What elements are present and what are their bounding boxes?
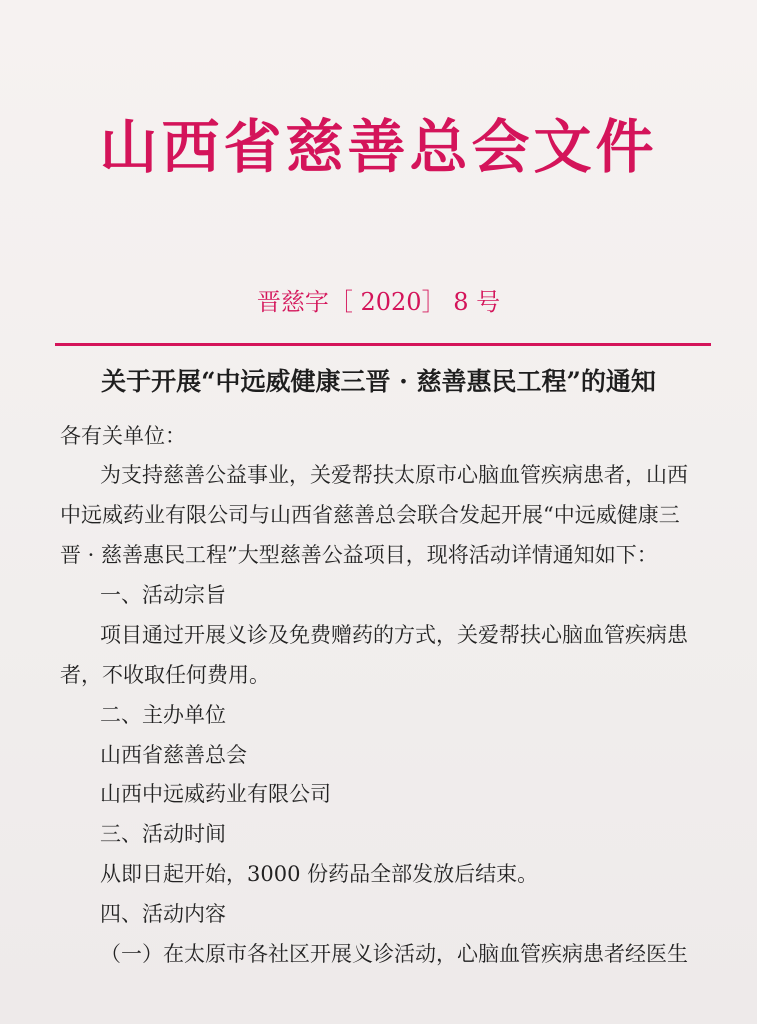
red-divider-line xyxy=(55,343,711,346)
paragraph-line: （一）在太原市各社区开展义诊活动，心脑血管疾病患者经医生 xyxy=(100,942,688,966)
document-header-title: 山西省慈善总会文件 xyxy=(99,113,658,181)
section-heading-content: 四、活动内容 xyxy=(100,902,226,926)
paragraph-line: 晋 · 慈善惠民工程”大型慈善公益项目，现将活动详情通知如下： xyxy=(60,543,658,567)
paragraph-line: 项目通过开展义诊及免费赠药的方式，关爱帮扶心脑血管疾病患 xyxy=(100,623,688,647)
organizer-item: 山西省慈善总会 xyxy=(100,743,247,767)
organizer-item: 山西中远威药业有限公司 xyxy=(100,782,331,806)
section-heading-organizers: 二、主办单位 xyxy=(100,703,226,727)
paragraph-line: 从即日起开始，3000 份药品全部发放后结束。 xyxy=(100,862,539,886)
document-number: 晋慈字［ 2020］ 8 号 xyxy=(256,288,501,316)
section-heading-time: 三、活动时间 xyxy=(100,822,226,846)
paragraph-line: 为支持慈善公益事业，关爱帮扶太原市心脑血管疾病患者，山西 xyxy=(100,463,688,487)
salutation: 各有关单位： xyxy=(60,424,186,448)
notice-title: 关于开展“中远威健康三晋 · 慈善惠民工程”的通知 xyxy=(101,367,656,396)
section-heading-purpose: 一、活动宗旨 xyxy=(100,583,226,607)
paragraph-line: 中远威药业有限公司与山西省慈善总会联合发起开展“中远威健康三 xyxy=(60,503,680,527)
paragraph-line: 者，不收取任何费用。 xyxy=(60,663,270,687)
